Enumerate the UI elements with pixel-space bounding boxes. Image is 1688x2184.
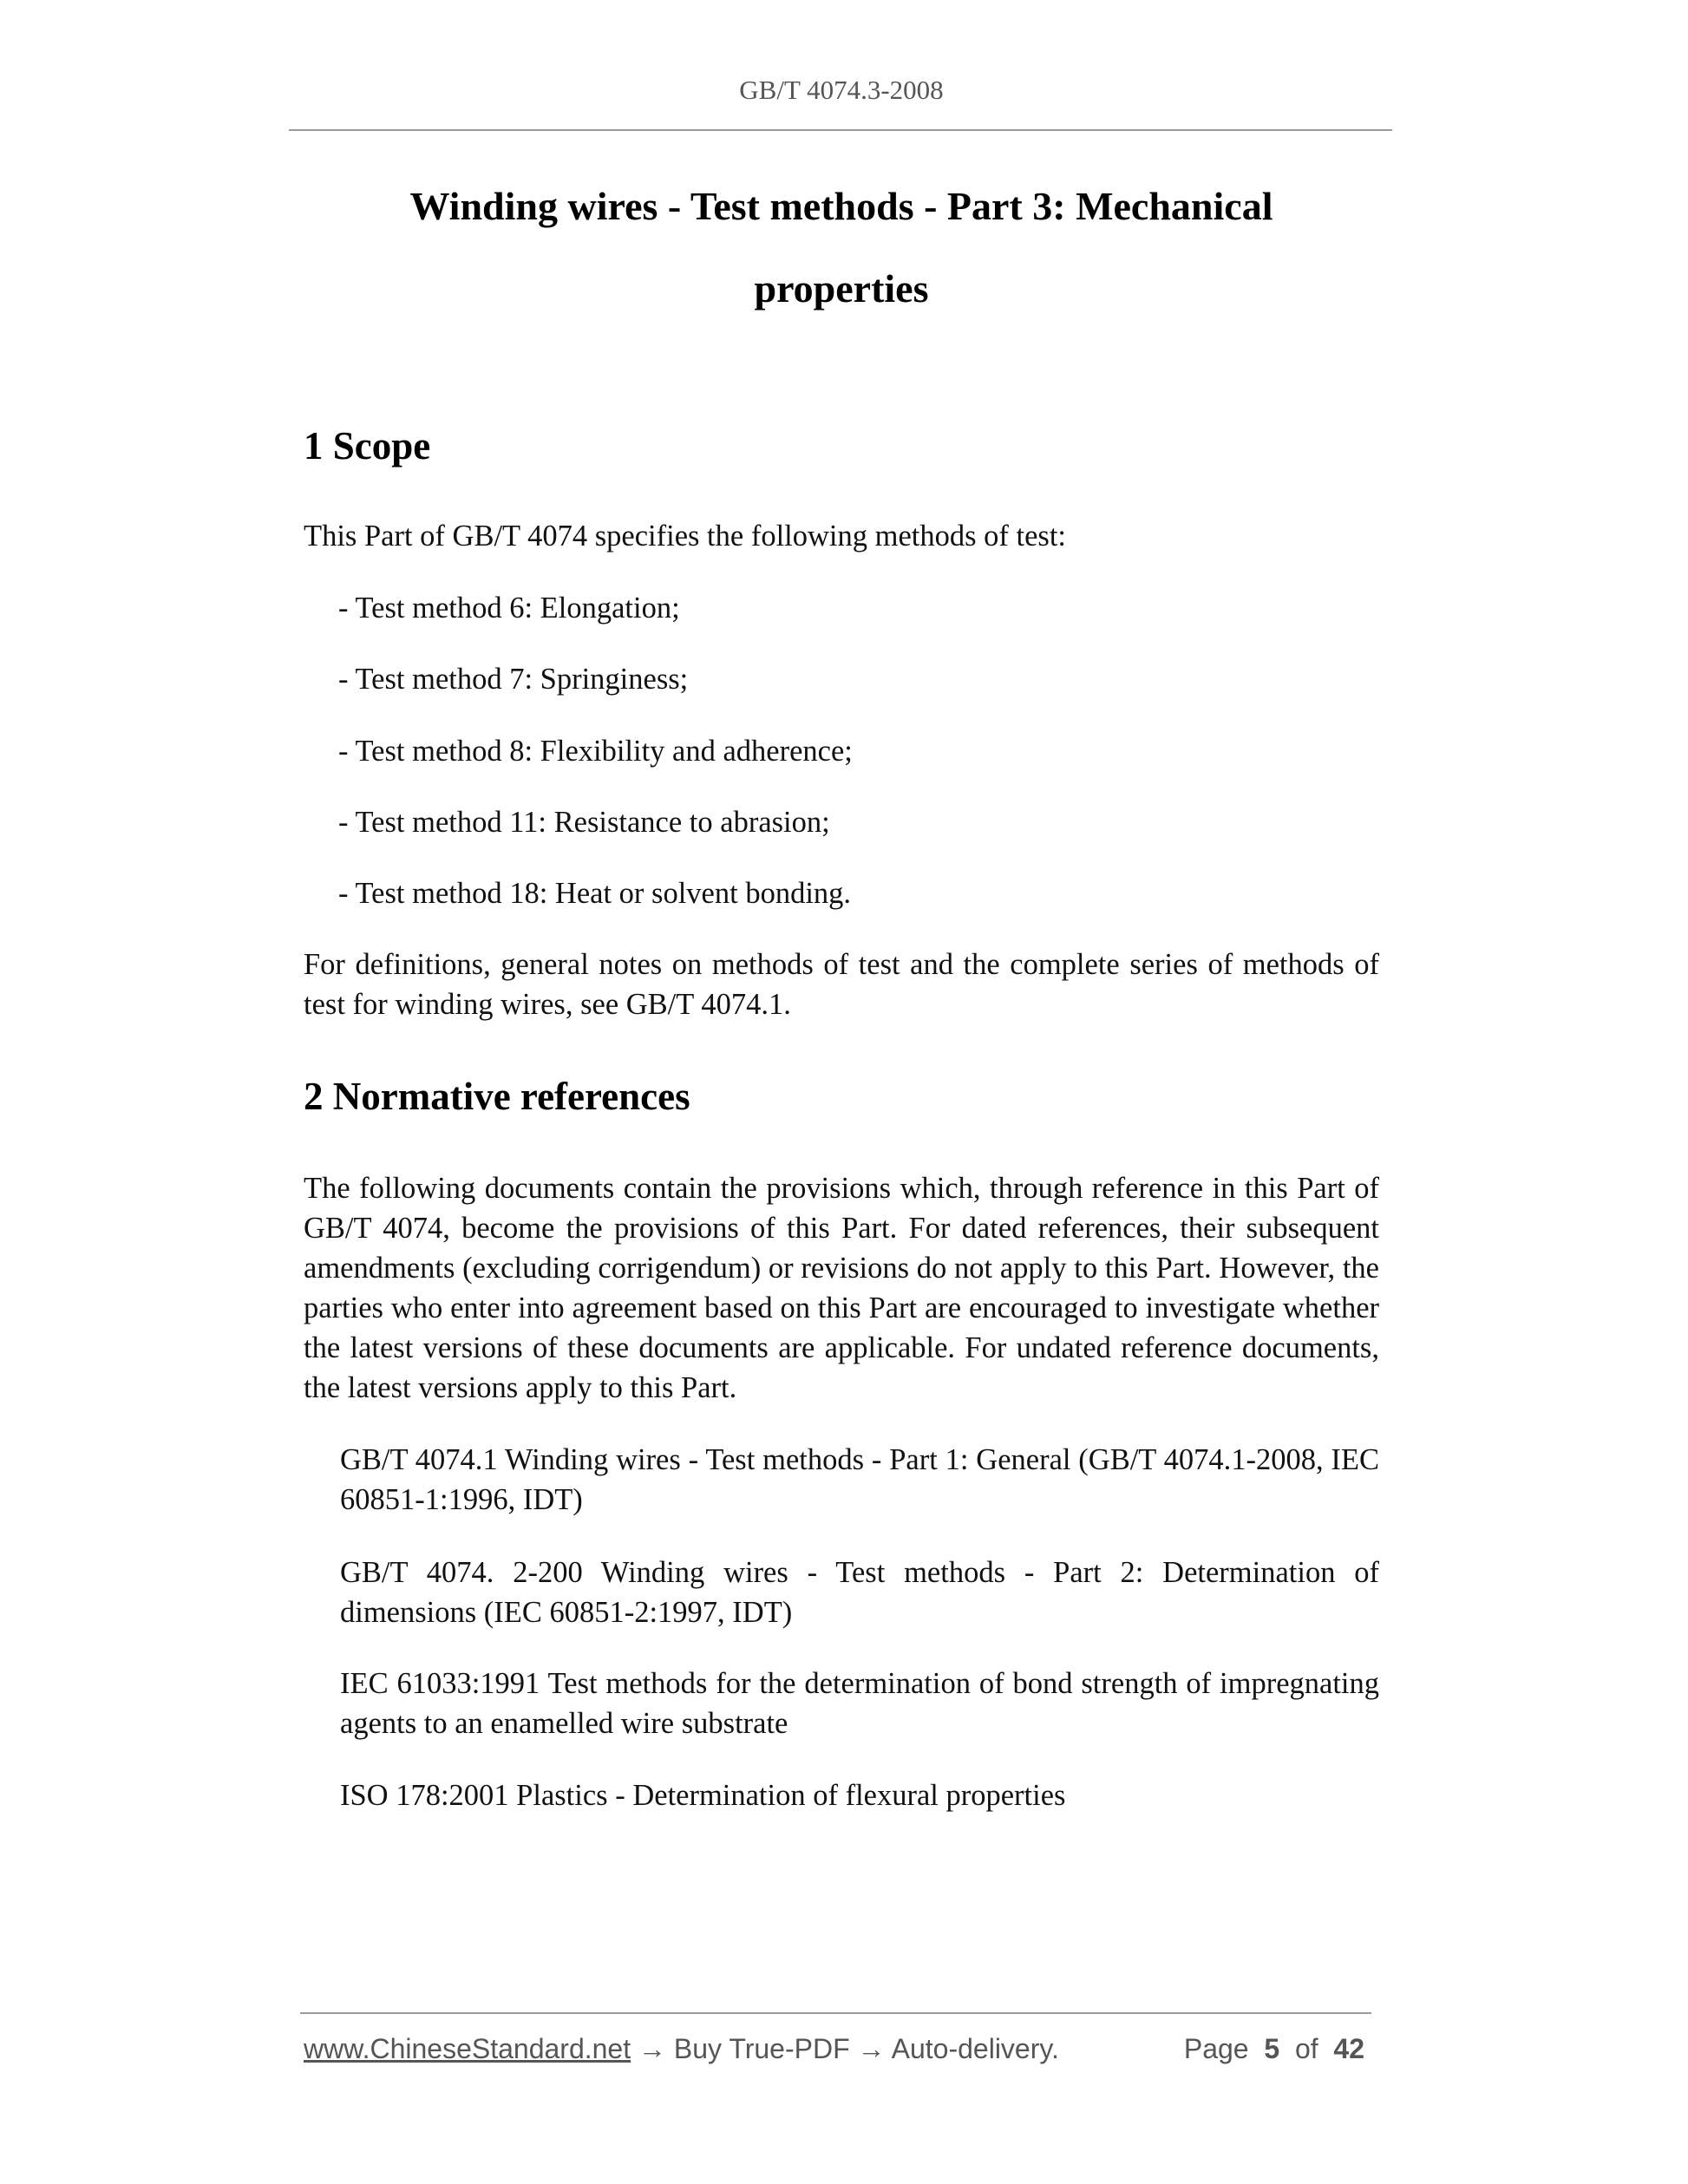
footer (304, 2033, 1371, 2065)
scope-closing: For definitions, general notes on methods of test and the complete series of methods of test for winding wires, see GB/T 4074.1. (304, 948, 1379, 1021)
page-number: 5 (1264, 2033, 1280, 2064)
footer-promo (304, 2033, 1059, 2065)
footer-divider (300, 2012, 1371, 2014)
website-link[interactable]: www.ChineseStandard.net (304, 2033, 631, 2064)
document-title-line-1: Winding wires - Test methods - Part 3: Mechanical (409, 184, 1273, 228)
reference-item: GB/T 4074. 2-200 Winding wires - Test methods - Part 2: Determination of dimensions (IEC 60851-2:1997, IDT) (340, 1556, 1379, 1629)
list-item: - Test method 11: Resistance to abrasion; (338, 806, 830, 839)
page-indicator (1184, 2033, 1371, 2065)
list-item: - Test method 7: Springiness; (338, 663, 689, 696)
section-heading-normative-references: 2 Normative references (304, 1075, 690, 1118)
header-divider (289, 129, 1392, 131)
list-item: - Test method 6: Elongation; (338, 592, 680, 624)
scope-intro: This Part of GB/T 4074 specifies the following methods of test: (304, 520, 1067, 553)
document-id-header: GB/T 4074.3-2008 (739, 75, 944, 105)
page-total: 42 (1333, 2033, 1364, 2064)
list-item: - Test method 18: Heat or solvent bonding. (338, 877, 852, 910)
document-title-line-2: properties (754, 266, 929, 311)
list-item: - Test method 8: Flexibility and adherence; (338, 735, 853, 768)
reference-item: ISO 178:2001 Plastics - Determination of flexural properties (340, 1779, 1066, 1812)
normative-intro: The following documents contain the provisions which, through reference in this Part of GB/T 4074, become the provisions of this Part. For dated references, their subsequent amendments (excluding corrigendum) or revisions do not apply to this Part. However, the parties who enter into agreement based on this Part are encouraged to investigate whether the latest versions of these documents are applicable. For undated reference documents, the latest versions apply to this Part. (304, 1172, 1379, 1404)
of-label: of (1294, 2033, 1318, 2064)
reference-item: IEC 61033:1991 Test methods for the determination of bond strength of impregnating agents to an enamelled wire substrate (340, 1667, 1379, 1740)
section-heading-scope: 1 Scope (304, 424, 431, 468)
footer-promo-text: → Buy True-PDF → Auto-delivery. (631, 2033, 1059, 2064)
page-label: Page (1183, 2033, 1249, 2064)
reference-item: GB/T 4074.1 Winding wires - Test methods - Part 1: General (GB/T 4074.1-2008, IEC 60851-1:1996, IDT) (340, 1443, 1379, 1516)
